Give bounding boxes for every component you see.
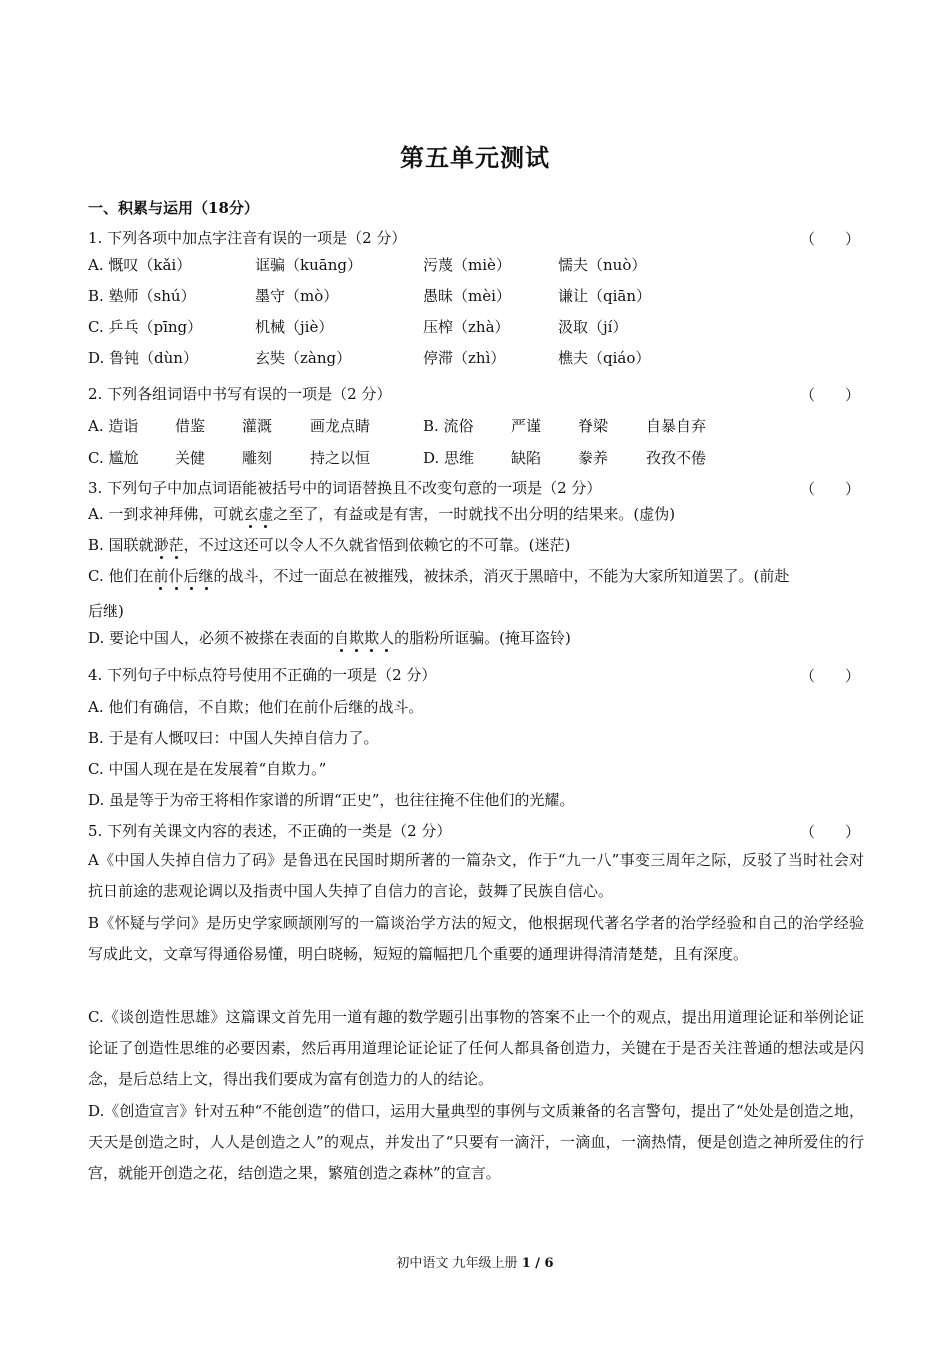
- q2-option-cell: C. 尴尬: [88, 449, 139, 467]
- q2-answer-paren: （ ）: [800, 386, 861, 404]
- q5-answer-paren: （ ）: [800, 823, 861, 841]
- q1-option-cell: 玄奘（zàng）: [255, 349, 352, 367]
- q2-option-cell: 脊梁: [578, 417, 609, 435]
- q2-option-cell: 严谨: [511, 417, 542, 435]
- q5-option-c: C.《谈创造性思雄》这篇课文首先用一道有趣的数学题引出事物的答案不止一个的观点，提出用道理论证和举例论证论证了创造性思维的必要因素，然后再用道理论证论证了任何人都具备创造力，关键在于是否关注普通的想法或是闪念，是后总结上文，得出我们要成为富有创造力的人的结论。: [88, 1008, 864, 1088]
- q5-option-d: D.《创造宣言》针对五种“不能创造”的借口，运用大量典型的事例与文质兼备的名言警句，提出了“处处是创造之地，天天是创造之时，人人是创造之人”的观点，并发出了“只要有一滴汗，一滴血，一滴热情，便是创造之神所爱住的行宫，就能开创造之花，结创造之果，繁殖创造之森林”的宣言。: [88, 1102, 864, 1182]
- q3-option-b: B. 国联就渺茫，不过这还可以令人不久就省悟到依赖它的不可靠。(迷茫): [88, 536, 571, 554]
- q3-option-d: D. 要论中国人，必须不被搽在表面的自欺欺人的脂粉所诓骗。(掩耳盗铃): [88, 629, 571, 647]
- q1-option-cell: 污蔑（miè）: [423, 256, 511, 274]
- q1-option-cell: C. 乒乓（pīng）: [88, 318, 203, 336]
- q2-option-cell: 缺陷: [511, 449, 542, 467]
- q1-option-cell: A. 慨叹（kǎi）: [88, 256, 192, 274]
- q3-answer-paren: （ ）: [800, 480, 861, 498]
- q2-option-cell: A. 造诣: [88, 417, 139, 435]
- q2-option-cell: B. 流俗: [423, 417, 474, 435]
- q4-option-d: D. 虽是等于为帝王将相作家谱的所谓“正史”，也往往掩不住他们的光耀。: [88, 791, 575, 809]
- q2-stem: 2. 下列各组词语中书写有误的一项是（2 分）: [88, 385, 392, 403]
- q2-option-cell: D. 思维: [423, 449, 475, 467]
- q1-option-cell: B. 塾师（shú）: [88, 287, 196, 305]
- q1-option-cell: 墨守（mò）: [255, 287, 339, 305]
- q3-option-c-cont: 后继): [88, 602, 124, 620]
- q5-option-a: A《中国人失掉自信力了码》是鲁迅在民国时期所著的一篇杂文，作于“九一八”事变三周年之际，反驳了当时社会对抗日前途的悲观论调以及指责中国人失掉了自信力的言论，鼓舞了民族自信心。: [88, 851, 864, 900]
- q1-option-cell: D. 鲁钝（dùn）: [88, 349, 198, 367]
- q1-option-cell: 懦夫（nuò）: [558, 256, 647, 274]
- q1-option-cell: 诓骗（kuāng）: [255, 256, 362, 274]
- q2-option-cell: 自暴自弃: [646, 417, 707, 435]
- page-footer: 初中语文 九年级上册 1 / 6: [396, 1256, 554, 1271]
- q2-option-cell: 借鉴: [175, 417, 206, 435]
- q2-option-cell: 灌溉: [242, 417, 273, 435]
- q2-option-cell: 豢养: [578, 449, 609, 467]
- q4-option-a: A. 他们有确信，不自欺；他们在前仆后继的战斗。: [88, 698, 424, 716]
- q5-stem: 5. 下列有关课文内容的表述，不正确的一类是（2 分）: [88, 822, 452, 840]
- section-heading: 一、积累与运用（18分）: [88, 199, 259, 217]
- q1-option-cell: 谦让（qiān）: [558, 287, 652, 305]
- q2-option-cell: 画龙点睛: [310, 417, 371, 435]
- q3-option-c: C. 他们在前仆后继的战斗，不过一面总在被摧残，被抹杀，消灭于黑暗中，不能为大家所知道罢了。(前赴: [88, 567, 790, 585]
- q1-option-cell: 樵夫（qiáo）: [558, 349, 651, 367]
- q4-answer-paren: （ ）: [800, 667, 861, 685]
- q1-option-cell: 汲取（jí）: [558, 318, 628, 336]
- emphasis-word: 前仆后继: [153, 567, 214, 585]
- q1-option-cell: 愚昧（mèi）: [423, 287, 511, 305]
- q1-option-cell: 压榨（zhà）: [423, 318, 510, 336]
- emphasis-word: 玄虚: [243, 505, 274, 523]
- q2-option-cell: 孜孜不倦: [646, 449, 707, 467]
- q1-option-cell: 停滞（zhì）: [423, 349, 506, 367]
- q3-stem: 3. 下列句子中加点词语能被括号中的词语替换且不改变句意的一项是（2 分）: [88, 479, 602, 497]
- q4-option-c: C. 中国人现在是在发展着“自欺力。”: [88, 760, 327, 778]
- q4-stem: 4. 下列句子中标点符号使用不正确的一项是（2 分）: [88, 666, 437, 684]
- emphasis-word: 自欺欺人: [334, 629, 395, 647]
- page-number: 1 / 6: [521, 1256, 554, 1271]
- q1-stem: 1. 下列各项中加点字注音有误的一项是（2 分）: [88, 229, 407, 247]
- q1-answer-paren: （ ）: [800, 230, 861, 248]
- q1-option-cell: 机械（jiè）: [255, 318, 334, 336]
- q2-option-cell: 雕刻: [242, 449, 273, 467]
- q2-option-cell: 关健: [175, 449, 206, 467]
- emphasis-word: 渺茫: [153, 536, 184, 554]
- q5-option-b: B《怀疑与学问》是历史学家顾颉刚写的一篇谈治学方法的短文，他根据现代著名学者的治学经验和自己的治学经验写成此文，文章写得通俗易懂，明白晓畅，短短的篇幅把几个重要的通理讲得清清楚楚，且有深度。: [88, 914, 864, 963]
- page-title: 第五单元测试: [400, 143, 550, 172]
- q4-option-b: B. 于是有人慨叹曰：中国人失掉自信力了。: [88, 729, 379, 747]
- q3-option-a: A. 一到求神拜佛，可就玄虚之至了，有益或是有害，一时就找不出分明的结果来。(虚伪): [88, 505, 676, 523]
- q2-option-cell: 持之以恒: [310, 449, 371, 467]
